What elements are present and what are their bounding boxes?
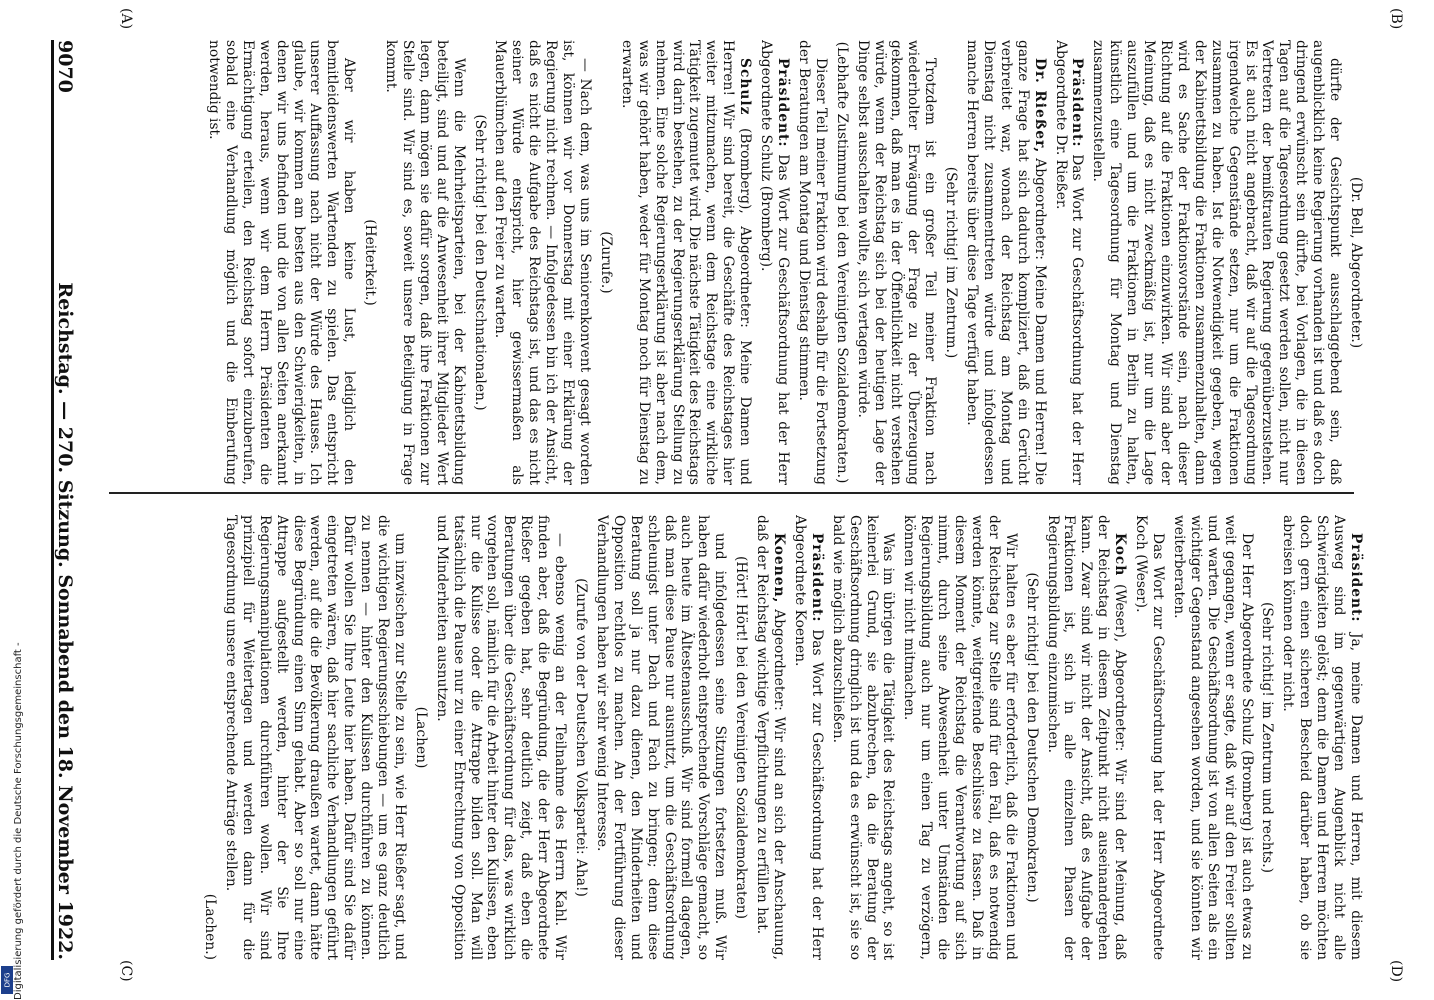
speaker-name: Schulz	[737, 58, 754, 116]
speaker-name: Präsident:	[1348, 533, 1364, 623]
paragraph	[1279, 515, 1364, 960]
speaker-name: Koenen,	[771, 533, 787, 604]
column-divider	[109, 492, 1354, 494]
page-number: 9070	[54, 40, 76, 93]
paragraph-text: Trotzdem ist ein großer Teil meiner Fraktion nach wiederholter Erwägung der Frage zu der Überzeugung gekommen, daß man es in der Öffentlichkeit nicht verstehen würde, wenn der Reichstag sich bei der heutigen Lage der Dinge selbst ausschalten wollte, sich vertagen würde.	[854, 40, 939, 485]
paragraph	[900, 515, 1018, 960]
marker-d: (D)	[1388, 960, 1404, 983]
paragraph	[593, 515, 728, 960]
paragraph	[854, 40, 939, 485]
paragraph	[492, 40, 593, 485]
paragraph-text: und infolgedessen seine Sitzungen fortsetzen muß. Wir haben dafür wiederholt entsprechende Vorschläge gemacht, so auch heute im Ältestenausschuß. Wir sind formell dagegen, daß man diese Pause nur ausnutzt, um die Geschäftsordnung schleunigst unter Dach und Fach zu bringen; denn diese Beratung soll ja nur dazu dienen, den Minderheiten und Opposition rechtlos zu machen. An der Fortführung dieser Verhandlungen haben wir sehr wenig Interesse.	[593, 515, 729, 960]
paragraph-text: (Dr. Bell, Abgeordneter.)	[1348, 176, 1364, 349]
paragraph	[597, 40, 614, 485]
paragraph-text: (Zurufe von der Deutschen Volkspartei: Aha!)	[573, 578, 590, 897]
paragraph-text: Wir halten es aber für erforderlich, daß die Fraktionen und der Reichstag zur Stelle sind für den Fall, daß es notwendig werden könnte, weitgreifende Beschlüsse zu fassen. Daß in diesem Moment der Reichstag die Verantwortung auf sich nimmt, durch seine Abwesenheit unter Umständen die Regierungsbildung auch nur um einen Tag zu verzögern, können wir nicht mitmachen.	[901, 515, 1019, 960]
paragraph-text: Das Wort zur Geschäftsordnung hat der Herr Abgeordnete Dr. Rießer.	[1052, 40, 1086, 485]
paragraph-text: Das Wort zur Geschäftsordnung hat der Herr Abgeordnete Koch (Weser).	[1133, 515, 1167, 960]
paragraph	[1132, 515, 1166, 960]
paragraph-text: (Weser), Abgeordneter: Wir sind der Meinung, daß der Reichstag in diesem Zeitpunkt nicht auseinandergehen kann. Zwar sind wir nicht der Ansicht, daß es Aufgabe der Fraktionen ist, sich in alle einzelnen Phasen der Regierungsbildung einzumischen.	[1044, 515, 1129, 960]
paragraph	[382, 40, 467, 485]
digitization-note-text: Digitalisierung gefördert durch die Deutsche Forschungsgemeinschaft -	[13, 642, 24, 1000]
paragraph-text: (Lachen.)	[202, 893, 218, 960]
paragraph-text: (Sehr richtig! im Zentrum.)	[943, 166, 960, 359]
paragraph	[757, 40, 791, 485]
paragraph-text: (Sehr richtig! im Zentrum und rechts.)	[1259, 602, 1276, 873]
paragraph	[753, 515, 787, 960]
paragraph	[732, 515, 749, 960]
marker-a: (A)	[118, 8, 134, 30]
paragraph	[412, 515, 429, 960]
marker-c: (C)	[118, 960, 134, 982]
paragraph	[222, 515, 408, 960]
paragraph	[963, 40, 1048, 485]
paragraph	[572, 515, 589, 960]
speaker-name: Dr. Rießer,	[1031, 58, 1048, 154]
paragraph-text: — ebenso wenig an der Teilnahme des Herrn Kahl. Wir finden aber, daß die Begründung, die der Herr Abgeordnete Rießer gegeben hat, sehr deutlich zeigt, daß eben die Beratungen über die Geschäftsordnung für das, was wirklich vorgehen soll, nämlich für die Arbeit hinter den Kulissen, eben nur die Kulisse oder die Attrappe bilden soll. Man will tatsächlich die Pause nur zu einer Entrechtung von Opposition und Minderheiten ausnutzen.	[433, 515, 569, 960]
speaker-name: Präsident:	[1069, 58, 1086, 148]
paragraph	[201, 515, 218, 960]
paragraph	[791, 515, 825, 960]
paragraph-text: Was im übrigen die Tätigkeit des Reichstags angeht, so ist keinerlei Grund, sie abzubrechen, da die Beratung der Geschäftsordnung dringlich ist und da es erwünscht ist, sie so bald wie möglich abzuschließen.	[829, 515, 897, 960]
paragraph-text: (Zurufe.)	[597, 231, 614, 294]
dfg-logo	[1, 966, 13, 994]
paragraph-text: Das Wort zur Geschäftsordnung hat der Herr Abgeordnete Koenen.	[791, 515, 825, 960]
paragraph-text: (Bromberg), Abgeordneter: Meine Damen und Herren! Wir sind bereit, die Geschäfte des Reichstages hier weiter mitzumachen, wenn dem Reichstage eine wirkliche Tätigkeit zugemutet wird. Die nächste Tätigkeit des Reichstags wird darin bestehen, zu der Regierungserklärung Stellung zu nehmen. Eine solche Regierungserklärung ist aber nach dem, was wir gehört haben, weder für Montag noch für Dienstag zu erwarten.	[618, 40, 754, 485]
paragraph	[361, 40, 378, 485]
speaker-name: Präsident:	[808, 533, 825, 623]
page-header	[51, 40, 94, 960]
paragraph	[618, 40, 753, 485]
paragraph	[829, 515, 897, 960]
paragraph	[1090, 40, 1344, 485]
paragraph-text: Ja, meine Damen und Herren, mit diesem Ausweg sind im gegenwärtigen Augenblick nicht alle Schwierigkeiten gelöst; denn die Damen und Herren möchten doch gern einen sicheren Bescheid darüber haben, ob sie abreisen können oder nicht.	[1280, 515, 1364, 960]
paragraph-text: Abgeordneter: Meine Damen und Herren! Die ganze Frage hat sich dadurch kompliziert, daß ein Gerücht verbreitet war, wonach der Reichstag am Montag und Dienstag nicht zusammentreten würde und infolgedessen manche Herren bereits über diese Tage verfügt haben.	[964, 40, 1048, 485]
speaker-name: Koch	[1112, 533, 1129, 577]
dfg-logo-text: DFG	[3, 972, 11, 988]
paragraph-text: (Lebhafte Zustimmung bei den Vereinigten Sozialdemokraten.)	[833, 41, 850, 484]
paragraph-text: (Sehr richtig! bei den Deutschen Demokraten.)	[1023, 572, 1040, 903]
page-title: Reichstag. — 270. Sitzung. Sonnabend den 18. November 1922.	[54, 282, 76, 960]
paragraph	[1259, 515, 1276, 960]
paragraph-text: um inzwischen zur Stelle zu sein, wie Herr Rießer sagt, und die wichtigen Regierungsschiebungen — um es ganz deutlich zu nennen — hinter den Kulissen durchführen zu können. Dafür wollen Sie Ihre Leute hier haben. Dafür sind Sie dafür eingetreten wären, daß hier sachliche Verhandlungen geführt werden, auf die die Bevölkerung draußen wartet, dann hätte diese Begründung einen Sinn gehabt. Aber so soll nur eine Attrappe aufgestellt werden, hinter der Sie Ihre Regierungsmanipulationen durchführen wollen. Wir sind prinzipiell für Weitertagen und werden dann für die Tagesordnung unsere entsprechende Anträge stellen.	[222, 515, 408, 960]
paragraph	[795, 40, 829, 485]
paragraph-text: Abgeordneter: Wir sind an sich der Anschauung, daß der Reichstag wichtige Verpflichtungen zu erfüllen hat.	[754, 515, 787, 960]
paragraph	[471, 40, 488, 485]
paragraph-text: (Sehr richtig! bei den Deutschnationalen.)	[471, 114, 488, 411]
paragraph-text: dürfte der Gesichtspunkt ausschlaggebend sein, daß augenblicklich keine Regierung vorhanden ist und daß es doch dringend erwünscht sein dürfte, bei Vorlagen, die in diesen Tagen auf die Tagesordnung gesetzt werden sollen, nicht nur Vertretern der bemißtrauten Regierung gegenüberzustehen. Es ist auch nicht angebracht, daß wir auf die Tagesordnung irgendwelche Gegenstände setzen, nur um die Fraktionen zusammen zu haben. Ist die Notwendigkeit gegeben, wegen der Kabinettsbildung die Fraktionen zusammenzuhalten, dann wird es Sache der Fraktionsvorstände sein, nach dieser Richtung auf die Fraktionen einzuwirken. Wir sind aber der Meinung, daß es nicht zweckmäßig ist, nur um die Lage auszufüllen und um die Fraktionen in Berlin zu halten, künstlich eine Tagesordnung für Montag und Dienstag zusammenzustellen.	[1090, 40, 1344, 485]
right-column	[104, 515, 1364, 960]
paragraph-text: Das Wort zur Geschäftsordnung hat der Herr Abgeordnete Schulz (Bromberg).	[758, 40, 791, 485]
paragraph	[942, 40, 959, 485]
paragraph-text: Der Herr Abgeordnete Schulz (Bromberg) ist auch etwas zu weit gegangen, wenn er sagte, daß wir auf den Freier sollten und warten. Die Geschäftsordnung ist von allen Seiten als ein wichtiger Gegenstand angesehen worden, und sie könnten wir weiterberaten.	[1170, 515, 1255, 960]
paragraph-text: Aber wir haben keine Lust, lediglich den bemitleidenswerten Wartenden zu spielen. Das entspricht unserer Auffassung nach nicht der Würde des Hauses. Ich glaube, wir kommen am besten aus den Schwierigkeiten, in denen wir uns befinden und die von allen Seiten anerkannt werden, heraus, wenn wir dem Herrn Präsidenten die Ermächtigung erteilen, den Reichstag sofort einzuberufen, sobald eine Verhandlung möglich und die Einberufung notwendig ist.	[206, 40, 358, 485]
paragraph	[833, 40, 850, 485]
paragraph-text: — Nach dem, was uns im Seniorenkonvent gesagt worden ist, können wir vor Donnerstag mit einer Erklärung der Regierung nicht rechnen. — Infolgedessen bin ich der Ansicht, daß es nicht die Aufgabe des Reichstags ist, und das es nicht seiner Würde entspricht, hier gewissermaßen als Mauerblümchen auf den Freier zu warten.	[492, 40, 594, 485]
paragraph	[1347, 40, 1364, 485]
paragraph	[433, 515, 568, 960]
paragraph	[1023, 515, 1040, 960]
paragraph-text: Dieser Teil meiner Fraktion wird deshalb für die Fortsetzung der Beratungen am Montag und Dienstag stimmen.	[795, 40, 829, 485]
paragraph-text: (Heiterkeit.)	[362, 219, 379, 306]
paragraph-text: (Hört! Hört! bei den Vereinigten Sozialdemokraten)	[733, 555, 750, 920]
paragraph	[205, 40, 357, 485]
paragraph	[1044, 515, 1129, 960]
marker-b: (B)	[1388, 8, 1404, 30]
speaker-name: Präsident:	[775, 58, 791, 148]
paragraph	[1170, 515, 1255, 960]
left-column	[104, 40, 1364, 485]
digitization-note	[0, 602, 24, 1000]
paragraph-text: (Lachen)	[412, 706, 429, 769]
paragraph	[1052, 40, 1086, 485]
paragraph-text: Wenn die Mehrheitsparteien, bei der Kabinettsbildung beteiligt, sind und auf die Anwesenheit ihrer Mitglieder Wert legen, dann mögen sie dafür sorgen, daß ihre Fraktionen zur Stelle sind. Wir sind es, soweit unsere Beteiligung in Frage kommt.	[383, 40, 467, 485]
